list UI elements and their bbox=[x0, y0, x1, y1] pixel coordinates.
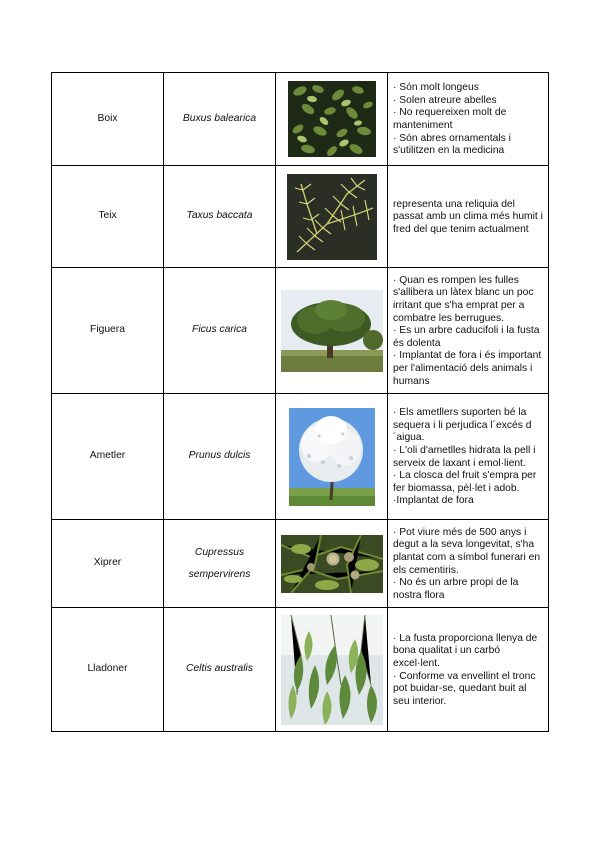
plant-photo-cell bbox=[276, 608, 388, 732]
almond-tree-photo bbox=[289, 408, 375, 506]
scientific-name-line: Cupressus bbox=[194, 546, 245, 558]
description-line: · No requereixen molt de manteniment bbox=[393, 107, 507, 131]
description-line: · La fusta proporciona llenya de bona qualitat i un carbó excel·lent. bbox=[393, 632, 538, 669]
table-row bbox=[52, 166, 549, 268]
description-cell bbox=[388, 520, 549, 608]
description-line: · Pot viure més de 500 anys i degut a la seva longevitat, s'ha plantat com a símbol funerari en els cementiris. bbox=[393, 526, 541, 576]
description-cell bbox=[388, 268, 549, 394]
description-cell bbox=[388, 608, 549, 732]
description-line: · Solen atreure abelles bbox=[393, 94, 497, 106]
scientific-name-line: sempervirens bbox=[188, 568, 251, 580]
description-line: · Implantat de fora i és important per l'alimentació dels animals i humans bbox=[393, 350, 542, 387]
description-cell bbox=[388, 166, 549, 268]
common-name: Ametler bbox=[52, 394, 164, 520]
description-line: · Es un arbre caducifoli i la fusta és dolenta bbox=[393, 325, 540, 349]
cypress-cones-photo bbox=[281, 535, 383, 593]
description-line: · Conforme va envellint el tronc pot buidar-se, quedant buit al seu interior. bbox=[393, 670, 536, 707]
table-row bbox=[52, 268, 549, 394]
description-line: · No és un arbre propi de la nostra flora bbox=[393, 577, 519, 601]
common-name: Xiprer bbox=[52, 520, 164, 608]
boxwood-leaves-photo bbox=[288, 81, 376, 157]
plants-table bbox=[51, 72, 549, 732]
description-cell bbox=[388, 73, 549, 166]
common-name: Boix bbox=[52, 73, 164, 166]
description-line: representa una reliquia del passat amb un clima més humit i fred del que tenim actualment bbox=[393, 198, 543, 235]
hackberry-leaves-photo bbox=[281, 615, 383, 725]
common-name: Figuera bbox=[52, 268, 164, 394]
description-line: ·Implantat de fora bbox=[393, 495, 474, 507]
scientific-name bbox=[189, 542, 251, 586]
scientific-name: Taxus baccata bbox=[164, 166, 276, 268]
description-line: · Quan es rompen les fulles s'allibera un làtex blanc un poc irritant que s'ha emprat per a combatre les berrugues. bbox=[393, 274, 534, 324]
plant-photo-cell bbox=[276, 166, 388, 268]
description-line: · La closca del fruit s'empra per fer biomassa, pèl·let i adob. bbox=[393, 470, 537, 494]
description-line: · L'oli d'ametlles hidrata la pell i serveix de laxant i emol·lient. bbox=[393, 444, 536, 469]
fig-tree-photo bbox=[281, 290, 383, 372]
plant-photo-cell bbox=[276, 73, 388, 166]
table-row bbox=[52, 608, 549, 732]
table-row bbox=[52, 73, 549, 166]
description-cell bbox=[388, 394, 549, 520]
common-name: Lladoner bbox=[52, 608, 164, 732]
plant-photo-cell bbox=[276, 394, 388, 520]
plant-photo-cell bbox=[276, 268, 388, 394]
scientific-name: Prunus dulcis bbox=[164, 394, 276, 520]
plant-photo-cell bbox=[276, 520, 388, 608]
description-line: · Són molt longeus bbox=[393, 82, 479, 94]
yew-branch-photo bbox=[287, 174, 377, 260]
description-line: · Són abres ornamentals i s'utilitzen en la medicina bbox=[393, 132, 511, 157]
scientific-name: Buxus balearica bbox=[164, 73, 276, 166]
scientific-name: Ficus carica bbox=[164, 268, 276, 394]
common-name: Teix bbox=[52, 166, 164, 268]
table-row bbox=[52, 520, 549, 608]
table-row bbox=[52, 394, 549, 520]
description-line: · Els ametllers suporten bé la sequera i li perjudica l´excés d´aigua. bbox=[393, 407, 532, 444]
scientific-name-cell bbox=[164, 520, 276, 608]
scientific-name: Celtis australis bbox=[164, 608, 276, 732]
